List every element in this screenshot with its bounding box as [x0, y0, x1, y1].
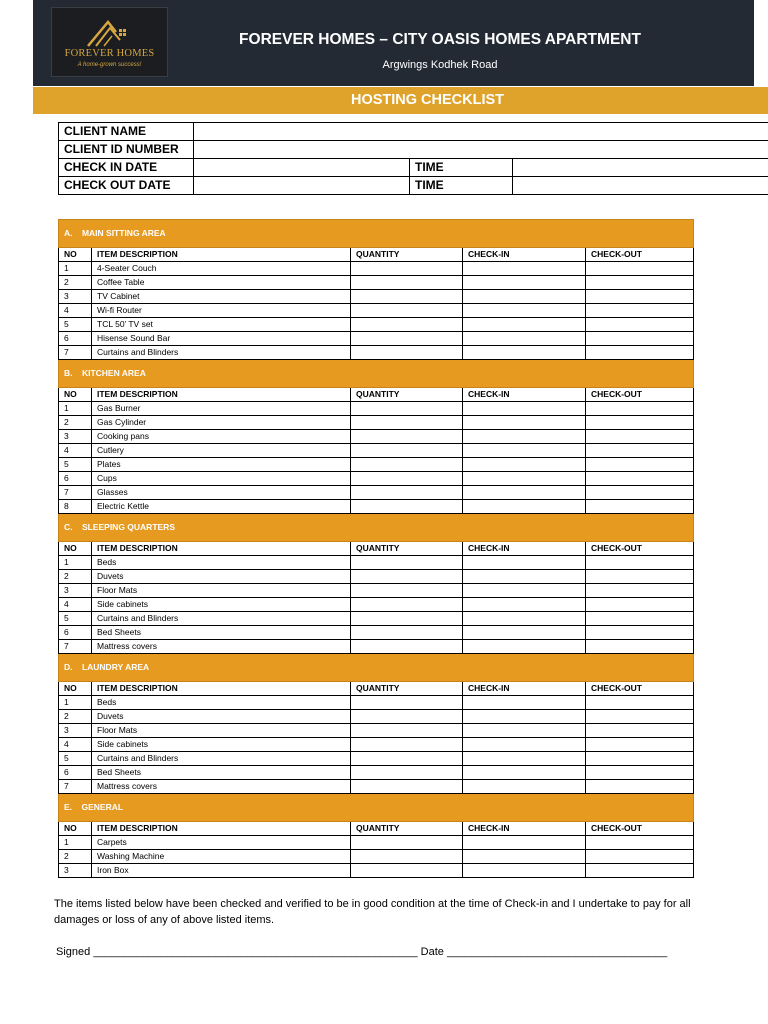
- check-out-cell[interactable]: [586, 598, 694, 612]
- table-row: [59, 570, 694, 584]
- check-out-cell[interactable]: [586, 556, 694, 570]
- client-name-row: [59, 123, 768, 141]
- item-description: Duvets: [92, 570, 351, 584]
- table-row: [59, 276, 694, 290]
- item-description: 4-Seater Couch: [92, 262, 351, 276]
- quantity-cell[interactable]: [351, 850, 463, 864]
- quantity-cell[interactable]: [351, 458, 463, 472]
- column-header-row: [59, 822, 694, 836]
- check-in-cell[interactable]: [463, 738, 586, 752]
- check-in-cell[interactable]: [463, 416, 586, 430]
- quantity-cell[interactable]: [351, 430, 463, 444]
- table-row: [59, 500, 694, 514]
- check-in-cell[interactable]: [463, 556, 586, 570]
- column-header-check-in: CHECK-IN: [463, 682, 586, 696]
- check-in-cell[interactable]: [463, 752, 586, 766]
- check-in-cell[interactable]: [463, 696, 586, 710]
- check-in-date-label: CHECK IN DATE: [59, 159, 194, 177]
- check-in-cell[interactable]: [463, 626, 586, 640]
- signature-field[interactable]: _____________________________________________________: [93, 946, 418, 958]
- column-header-no: NO: [59, 682, 92, 696]
- check-out-cell[interactable]: [586, 752, 694, 766]
- item-number: 3: [59, 584, 92, 598]
- item-description: Mattress covers: [92, 780, 351, 794]
- item-number: 5: [59, 752, 92, 766]
- checklist-banner: [33, 87, 768, 114]
- check-in-cell[interactable]: [463, 402, 586, 416]
- check-in-cell[interactable]: [463, 598, 586, 612]
- check-in-cell[interactable]: [463, 444, 586, 458]
- check-in-cell[interactable]: [463, 570, 586, 584]
- check-in-cell[interactable]: [463, 472, 586, 486]
- check-out-cell[interactable]: [586, 262, 694, 276]
- check-in-cell[interactable]: [463, 346, 586, 360]
- quantity-cell[interactable]: [351, 766, 463, 780]
- quantity-cell[interactable]: [351, 262, 463, 276]
- column-header-description: ITEM DESCRIPTION: [92, 682, 351, 696]
- item-number: 7: [59, 640, 92, 654]
- date-field[interactable]: ____________________________________: [446, 946, 668, 958]
- item-number: 4: [59, 598, 92, 612]
- item-number: 3: [59, 290, 92, 304]
- check-in-cell[interactable]: [463, 318, 586, 332]
- liability-statement: The items listed below have been checked and verified to be in good condition at the time of Check-in and I undertake to pay for all damages or loss of any of above listed items.: [54, 898, 691, 926]
- table-row: [59, 696, 694, 710]
- check-in-cell[interactable]: [463, 640, 586, 654]
- table-row: [59, 598, 694, 612]
- table-row: [59, 626, 694, 640]
- check-in-cell[interactable]: [463, 612, 586, 626]
- item-number: 4: [59, 304, 92, 318]
- check-out-cell[interactable]: [586, 584, 694, 598]
- check-in-row: [59, 159, 768, 177]
- column-header-check-out: CHECK-OUT: [586, 822, 694, 836]
- quantity-cell[interactable]: [351, 864, 463, 878]
- quantity-cell[interactable]: [351, 752, 463, 766]
- item-number: 4: [59, 738, 92, 752]
- quantity-cell[interactable]: [351, 472, 463, 486]
- item-description: Electric Kettle: [92, 500, 351, 514]
- section-header: [59, 654, 694, 682]
- item-description: Washing Machine: [92, 850, 351, 864]
- check-in-cell[interactable]: [463, 724, 586, 738]
- forever-homes-logo: [51, 7, 168, 77]
- item-description: Cutlery: [92, 444, 351, 458]
- item-description: Side cabinets: [92, 598, 351, 612]
- column-header-quantity: QUANTITY: [351, 682, 463, 696]
- check-out-cell[interactable]: [586, 766, 694, 780]
- quantity-cell[interactable]: [351, 724, 463, 738]
- section-header: [59, 794, 694, 822]
- client-name-field[interactable]: [194, 123, 768, 141]
- item-description: Curtains and Blinders: [92, 752, 351, 766]
- column-header-check-in: CHECK-IN: [463, 542, 586, 556]
- item-number: 6: [59, 626, 92, 640]
- check-out-cell[interactable]: [586, 724, 694, 738]
- quantity-cell[interactable]: [351, 598, 463, 612]
- item-number: 1: [59, 556, 92, 570]
- quantity-cell[interactable]: [351, 486, 463, 500]
- section-title: A. MAIN SITTING AREA: [59, 220, 694, 248]
- column-header-quantity: QUANTITY: [351, 388, 463, 402]
- table-row: [59, 612, 694, 626]
- client-id-label: CLIENT ID NUMBER: [59, 141, 194, 159]
- item-description: TCL 50’ TV set: [92, 318, 351, 332]
- table-row: [59, 836, 694, 850]
- quantity-cell[interactable]: [351, 290, 463, 304]
- quantity-cell[interactable]: [351, 710, 463, 724]
- column-header-row: [59, 682, 694, 696]
- check-out-cell[interactable]: [586, 318, 694, 332]
- column-header-quantity: QUANTITY: [351, 248, 463, 262]
- quantity-cell[interactable]: [351, 332, 463, 346]
- item-number: 6: [59, 472, 92, 486]
- check-in-time-field[interactable]: [513, 159, 768, 177]
- item-number: 6: [59, 332, 92, 346]
- table-row: [59, 430, 694, 444]
- table-row: [59, 444, 694, 458]
- logo-name: FOREVER HOMES: [64, 48, 155, 59]
- column-header-row: [59, 248, 694, 262]
- item-number: 2: [59, 276, 92, 290]
- check-in-cell[interactable]: [463, 766, 586, 780]
- check-in-cell[interactable]: [463, 290, 586, 304]
- item-number: 3: [59, 864, 92, 878]
- check-in-cell[interactable]: [463, 276, 586, 290]
- document-title: FOREVER HOMES – CITY OASIS HOMES APARTMENT: [239, 31, 641, 48]
- check-out-cell[interactable]: [586, 738, 694, 752]
- table-row: [59, 332, 694, 346]
- item-description: Bed Sheets: [92, 626, 351, 640]
- table-row: [59, 290, 694, 304]
- item-description: Gas Burner: [92, 402, 351, 416]
- item-number: 7: [59, 486, 92, 500]
- quantity-cell[interactable]: [351, 696, 463, 710]
- item-number: 2: [59, 570, 92, 584]
- item-description: Bed Sheets: [92, 766, 351, 780]
- check-in-cell[interactable]: [463, 850, 586, 864]
- quantity-cell[interactable]: [351, 304, 463, 318]
- date-label: Date: [420, 946, 444, 958]
- item-description: Plates: [92, 458, 351, 472]
- check-out-time-field[interactable]: [513, 177, 768, 195]
- section-title: E. GENERAL: [59, 794, 694, 822]
- column-header-description: ITEM DESCRIPTION: [92, 388, 351, 402]
- column-header-no: NO: [59, 822, 92, 836]
- client-id-row: [59, 141, 768, 159]
- signature-line: [56, 946, 667, 958]
- item-number: 7: [59, 346, 92, 360]
- quantity-cell[interactable]: [351, 584, 463, 598]
- quantity-cell[interactable]: [351, 556, 463, 570]
- check-in-cell[interactable]: [463, 500, 586, 514]
- check-in-cell[interactable]: [463, 864, 586, 878]
- signed-label: Signed: [56, 946, 91, 958]
- check-in-cell[interactable]: [463, 780, 586, 794]
- table-row: [59, 640, 694, 654]
- item-number: 2: [59, 710, 92, 724]
- table-row: [59, 486, 694, 500]
- item-description: Duvets: [92, 710, 351, 724]
- check-out-row: [59, 177, 768, 195]
- table-row: [59, 458, 694, 472]
- table-row: [59, 402, 694, 416]
- check-in-cell[interactable]: [463, 458, 586, 472]
- quantity-cell[interactable]: [351, 402, 463, 416]
- client-info-table: [58, 122, 768, 195]
- hosting-checklist-table: [58, 219, 694, 878]
- table-row: [59, 262, 694, 276]
- item-description: Gas Cylinder: [92, 416, 351, 430]
- item-description: Side cabinets: [92, 738, 351, 752]
- check-in-cell[interactable]: [463, 584, 586, 598]
- item-description: Curtains and Blinders: [92, 346, 351, 360]
- item-description: Cooking pans: [92, 430, 351, 444]
- check-out-date-label: CHECK OUT DATE: [59, 177, 194, 195]
- quantity-cell[interactable]: [351, 626, 463, 640]
- quantity-cell[interactable]: [351, 738, 463, 752]
- item-number: 7: [59, 780, 92, 794]
- quantity-cell[interactable]: [351, 444, 463, 458]
- item-description: Carpets: [92, 836, 351, 850]
- column-header-description: ITEM DESCRIPTION: [92, 542, 351, 556]
- column-header-check-in: CHECK-IN: [463, 822, 586, 836]
- check-out-cell[interactable]: [586, 472, 694, 486]
- table-row: [59, 472, 694, 486]
- column-header-description: ITEM DESCRIPTION: [92, 822, 351, 836]
- table-row: [59, 346, 694, 360]
- check-out-cell[interactable]: [586, 836, 694, 850]
- column-header-check-out: CHECK-OUT: [586, 388, 694, 402]
- checklist-body: [59, 220, 694, 878]
- column-header-check-in: CHECK-IN: [463, 248, 586, 262]
- column-header-no: NO: [59, 542, 92, 556]
- table-row: [59, 416, 694, 430]
- item-description: Hisense Sound Bar: [92, 332, 351, 346]
- section-header: [59, 360, 694, 388]
- check-out-cell[interactable]: [586, 640, 694, 654]
- item-description: Cups: [92, 472, 351, 486]
- logo-tagline: A home-grown success!: [77, 62, 142, 68]
- column-header-check-out: CHECK-OUT: [586, 682, 694, 696]
- check-out-cell[interactable]: [586, 416, 694, 430]
- item-number: 4: [59, 444, 92, 458]
- table-row: [59, 752, 694, 766]
- check-out-cell[interactable]: [586, 346, 694, 360]
- item-number: 1: [59, 836, 92, 850]
- item-description: Floor Mats: [92, 584, 351, 598]
- quantity-cell[interactable]: [351, 570, 463, 584]
- item-description: Coffee Table: [92, 276, 351, 290]
- column-header-row: [59, 542, 694, 556]
- check-in-cell[interactable]: [463, 430, 586, 444]
- check-out-cell[interactable]: [586, 290, 694, 304]
- column-header-check-out: CHECK-OUT: [586, 248, 694, 262]
- check-out-cell[interactable]: [586, 612, 694, 626]
- item-number: 1: [59, 696, 92, 710]
- section-title: B. KITCHEN AREA: [59, 360, 694, 388]
- quantity-cell[interactable]: [351, 346, 463, 360]
- section-title: D. LAUNDRY AREA: [59, 654, 694, 682]
- quantity-cell[interactable]: [351, 318, 463, 332]
- item-number: 1: [59, 262, 92, 276]
- column-header-no: NO: [59, 248, 92, 262]
- check-out-cell[interactable]: [586, 500, 694, 514]
- quantity-cell[interactable]: [351, 836, 463, 850]
- column-header-quantity: QUANTITY: [351, 542, 463, 556]
- table-row: [59, 850, 694, 864]
- check-out-cell[interactable]: [586, 710, 694, 724]
- table-row: [59, 724, 694, 738]
- quantity-cell[interactable]: [351, 416, 463, 430]
- item-description: Beds: [92, 696, 351, 710]
- client-name-label: CLIENT NAME: [59, 123, 194, 141]
- check-out-cell[interactable]: [586, 570, 694, 584]
- item-description: Beds: [92, 556, 351, 570]
- item-description: Iron Box: [92, 864, 351, 878]
- client-id-field[interactable]: [194, 141, 768, 159]
- column-header-quantity: QUANTITY: [351, 822, 463, 836]
- check-out-date-field[interactable]: [194, 177, 410, 195]
- check-out-cell[interactable]: [586, 864, 694, 878]
- table-row: [59, 584, 694, 598]
- table-row: [59, 304, 694, 318]
- item-description: TV Cabinet: [92, 290, 351, 304]
- item-number: 5: [59, 458, 92, 472]
- item-number: 1: [59, 402, 92, 416]
- checklist-title: HOSTING CHECKLIST: [350, 92, 505, 108]
- section-header: [59, 514, 694, 542]
- column-header-row: [59, 388, 694, 402]
- section-header: [59, 220, 694, 248]
- check-out-cell[interactable]: [586, 780, 694, 794]
- house-roof-icon: [86, 16, 134, 48]
- item-number: 2: [59, 416, 92, 430]
- check-in-date-field[interactable]: [194, 159, 410, 177]
- check-out-cell[interactable]: [586, 850, 694, 864]
- quantity-cell[interactable]: [351, 500, 463, 514]
- table-row: [59, 738, 694, 752]
- check-out-cell[interactable]: [586, 304, 694, 318]
- check-in-cell[interactable]: [463, 486, 586, 500]
- quantity-cell[interactable]: [351, 780, 463, 794]
- quantity-cell[interactable]: [351, 640, 463, 654]
- table-row: [59, 780, 694, 794]
- column-header-no: NO: [59, 388, 92, 402]
- check-in-cell[interactable]: [463, 304, 586, 318]
- check-out-cell[interactable]: [586, 402, 694, 416]
- item-description: Mattress covers: [92, 640, 351, 654]
- check-in-time-label: TIME: [410, 159, 513, 177]
- check-out-cell[interactable]: [586, 276, 694, 290]
- table-row: [59, 710, 694, 724]
- table-row: [59, 318, 694, 332]
- quantity-cell[interactable]: [351, 276, 463, 290]
- table-row: [59, 766, 694, 780]
- column-header-check-out: CHECK-OUT: [586, 542, 694, 556]
- item-description: Glasses: [92, 486, 351, 500]
- check-out-time-label: TIME: [410, 177, 513, 195]
- check-out-cell[interactable]: [586, 458, 694, 472]
- item-description: Wi-fi Router: [92, 304, 351, 318]
- check-out-cell[interactable]: [586, 332, 694, 346]
- check-in-cell[interactable]: [463, 710, 586, 724]
- item-number: 8: [59, 500, 92, 514]
- item-number: 5: [59, 318, 92, 332]
- item-description: Floor Mats: [92, 724, 351, 738]
- item-number: 2: [59, 850, 92, 864]
- check-out-cell[interactable]: [586, 444, 694, 458]
- item-number: 3: [59, 430, 92, 444]
- item-description: Curtains and Blinders: [92, 612, 351, 626]
- check-out-cell[interactable]: [586, 626, 694, 640]
- item-number: 6: [59, 766, 92, 780]
- table-row: [59, 556, 694, 570]
- check-out-cell[interactable]: [586, 486, 694, 500]
- check-in-cell[interactable]: [463, 836, 586, 850]
- section-title: C. SLEEPING QUARTERS: [59, 514, 694, 542]
- document-subtitle: Argwings Kodhek Road: [382, 59, 498, 71]
- item-number: 3: [59, 724, 92, 738]
- column-header-check-in: CHECK-IN: [463, 388, 586, 402]
- column-header-description: ITEM DESCRIPTION: [92, 248, 351, 262]
- check-in-cell[interactable]: [463, 332, 586, 346]
- check-in-cell[interactable]: [463, 262, 586, 276]
- check-out-cell[interactable]: [586, 696, 694, 710]
- quantity-cell[interactable]: [351, 612, 463, 626]
- table-row: [59, 864, 694, 878]
- item-number: 5: [59, 612, 92, 626]
- check-out-cell[interactable]: [586, 430, 694, 444]
